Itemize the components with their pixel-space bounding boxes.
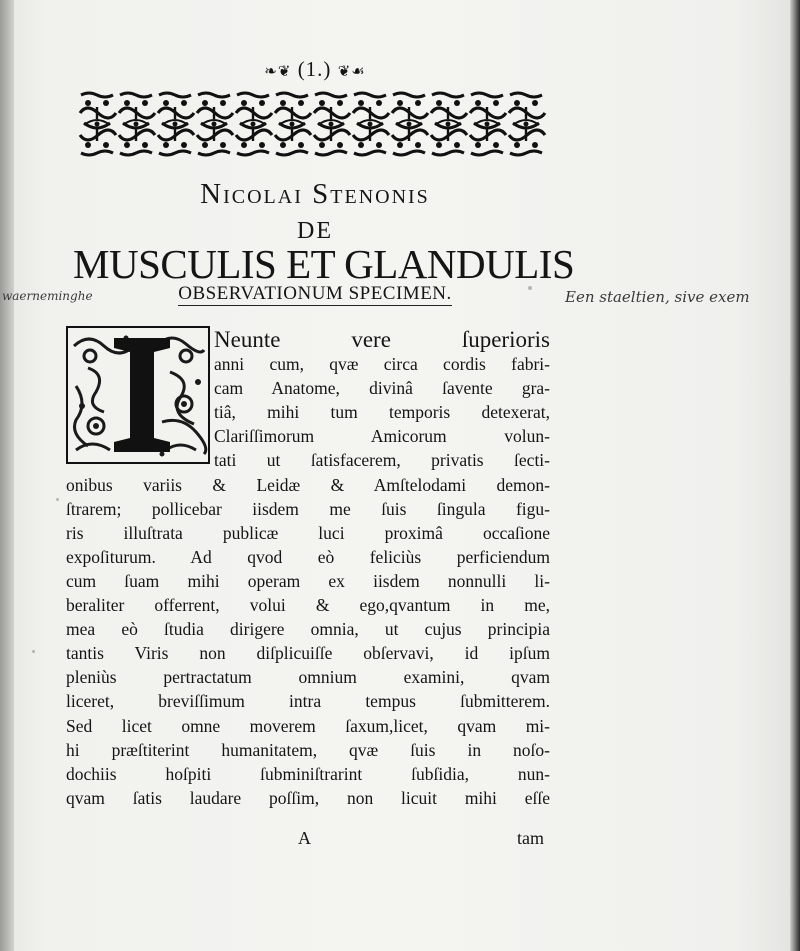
text-line: Neunte vere ſuperioris bbox=[214, 327, 550, 352]
work-subtitle bbox=[80, 283, 550, 305]
text-line: tantis Viris non diſplicuiſſe obſervavi, id ipſum bbox=[66, 643, 550, 664]
text-line: hi præſtiterint humanitatem, qvæ ſuis in noſo- bbox=[66, 739, 550, 760]
page-edge bbox=[790, 0, 800, 951]
text-line: Clariſſimorum Amicorum volun- bbox=[214, 426, 550, 447]
signature-mark: A bbox=[298, 828, 311, 848]
page-number-text: (1.) bbox=[297, 57, 332, 81]
fleuron-right-icon: ❦☙ bbox=[337, 64, 366, 80]
handwritten-margin-note-left: waerneminghe bbox=[2, 289, 93, 303]
text-line: tati ut ſatisfacerem, privatis ſecti- bbox=[214, 450, 550, 471]
page-number bbox=[255, 57, 375, 82]
text-line: cum ſuam mihi operam ex iisdem nonnulli li- bbox=[66, 570, 550, 591]
ink-spot bbox=[56, 498, 59, 501]
text-line: tiâ, mihi tum temporis detexerat, bbox=[214, 402, 550, 423]
title-preposition: DE bbox=[297, 218, 333, 244]
text-line: cam Anatome, divinâ ſavente gra- bbox=[214, 378, 550, 399]
text-line: anni cum, qvæ circa cordis fabri- bbox=[214, 354, 550, 375]
text-line: expoſiturum. Ad qvod eò feliciùs perficiendum bbox=[66, 546, 550, 567]
text-line: Sed licet omne moverem ſaxum,licet, qvam mi- bbox=[66, 715, 550, 736]
text-line: onibus variis & Leidæ & Amſtelodami demon- bbox=[66, 474, 550, 495]
text-line: pleniùs pertractatum omnium examini, qvam bbox=[66, 667, 550, 688]
author-name: Nicolai Stenonis bbox=[200, 178, 430, 210]
fleuron-left-icon: ❧❦ bbox=[264, 64, 292, 80]
spine-shadow bbox=[0, 0, 14, 951]
text-line: qvam ſatis laudare poſſim, non licuit mihi eſſe bbox=[66, 787, 550, 808]
subtitle-text: OBSERVATIONUM SPECIMEN. bbox=[178, 283, 452, 304]
catchword-line bbox=[66, 828, 550, 852]
ink-spot bbox=[528, 286, 532, 290]
text-line: ſtrarem; pollicebar iisdem me ſuis ſingula figu- bbox=[66, 498, 550, 519]
ink-spot bbox=[32, 650, 35, 653]
text-line: liceret, breviſſimum intra tempus ſubmitterem. bbox=[66, 691, 550, 712]
catchword: tam bbox=[517, 828, 544, 848]
text-line: beraliter offerrent, volui & ego,qvantum in me, bbox=[66, 595, 550, 616]
text-line: dochiis hoſpiti ſubminiſtrarint ſubſidia, nun- bbox=[66, 763, 550, 784]
body-text bbox=[66, 328, 550, 810]
text-line: ris illuſtrata publicæ luci proximâ occaſione bbox=[66, 522, 550, 543]
text-line: mea eò ſtudia dirigere omnia, ut cujus principia bbox=[66, 619, 550, 640]
handwritten-margin-note-right: Een staeltien, sive exem bbox=[565, 288, 750, 306]
work-title: MUSCULIS ET GLANDULIS bbox=[73, 241, 575, 287]
ornamental-headpiece bbox=[78, 91, 550, 157]
